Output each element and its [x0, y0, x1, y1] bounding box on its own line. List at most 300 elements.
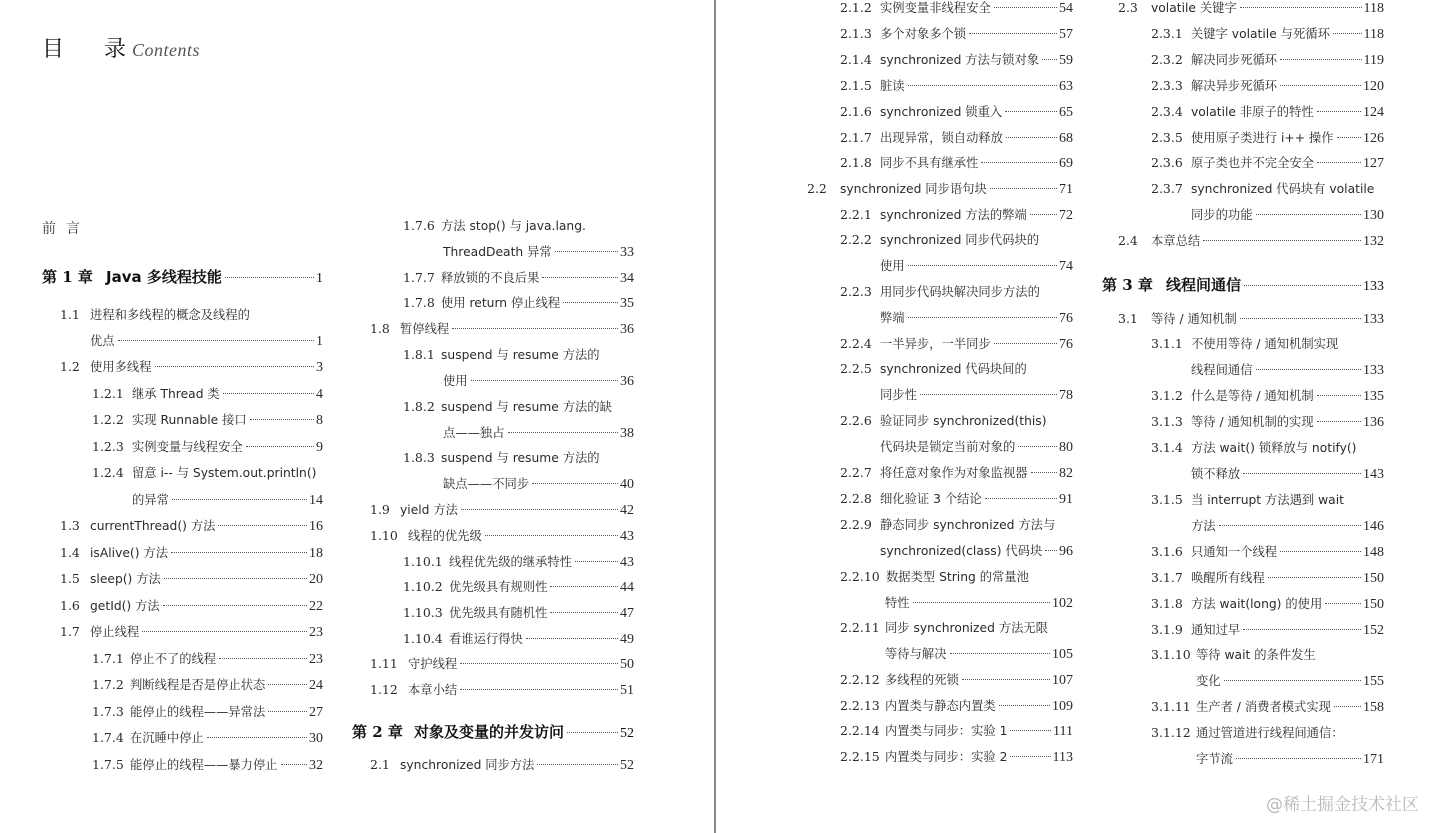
toc-entry-number: 1.8.1	[403, 347, 435, 362]
toc-entry-number: 3.1.5	[1151, 492, 1183, 507]
toc-entry-sub[interactable]	[1151, 490, 1344, 510]
toc-entry-page: 20	[309, 572, 323, 587]
dot-leader	[1010, 756, 1050, 757]
toc-entry-sub[interactable]	[840, 230, 1039, 250]
dot-leader	[1006, 137, 1057, 138]
toc-entry-number: 2.3.3	[1151, 78, 1183, 93]
toc-entry-number: 2.2.12	[840, 672, 880, 687]
dot-leader	[1256, 214, 1362, 215]
toc-entry-page: 50	[620, 657, 634, 672]
toc-entry-sub[interactable]	[840, 102, 1073, 122]
toc-entry-title: 优先级具有规则性	[449, 580, 548, 594]
dot-leader	[908, 85, 1057, 86]
toc-entry-page: 146	[1363, 519, 1384, 534]
toc-entry-section[interactable]	[60, 357, 323, 377]
dot-leader	[1203, 240, 1361, 241]
toc-entry-sub[interactable]	[1151, 24, 1384, 44]
toc-entry-title: 实现 Runnable 接口	[132, 413, 247, 427]
toc-entry-page: 127	[1363, 156, 1384, 171]
toc-entry-sub[interactable]	[1151, 102, 1384, 122]
toc-entry-section[interactable]	[370, 755, 634, 775]
toc-entry-page: 34	[620, 271, 634, 286]
toc-entry-number: 3.1	[1118, 311, 1138, 326]
toc-entry-page: 63	[1059, 79, 1073, 94]
toc-entry-number: 1.8	[370, 321, 390, 336]
toc-entry-sub[interactable]	[1151, 438, 1356, 458]
toc-entry-title: 方法 wait(long) 的使用	[1191, 597, 1323, 611]
toc-entry-number: 1.5	[60, 571, 80, 586]
toc-entry-sub[interactable]	[92, 755, 323, 775]
toc-entry-number: 第 2 章	[352, 723, 403, 741]
toc-entry-page: 119	[1363, 53, 1384, 68]
dot-leader	[142, 631, 307, 632]
toc-entry-page: 130	[1363, 208, 1384, 223]
toc-entry-page: 80	[1059, 440, 1073, 455]
toc-entry-page: 105	[1052, 647, 1073, 662]
toc-entry-sub[interactable]	[1151, 50, 1384, 70]
dot-leader	[218, 525, 307, 526]
dot-leader	[1010, 730, 1051, 731]
toc-entry-cont[interactable]	[880, 385, 1073, 405]
dot-leader	[268, 684, 307, 685]
toc-entry-page: 49	[620, 632, 634, 647]
toc-preface[interactable]: 前言	[42, 221, 90, 237]
dot-leader	[1337, 137, 1361, 138]
toc-entry-sub[interactable]	[840, 567, 1029, 587]
toc-entry-page: 118	[1363, 27, 1384, 42]
toc-entry-number: 2.2	[807, 181, 827, 196]
toc-entry-title: 不使用等待 / 通知机制实现	[1191, 337, 1339, 351]
toc-entry-page: 27	[309, 705, 323, 720]
toc-entry-cont[interactable]	[1191, 205, 1384, 225]
toc-entry-page: 74	[1059, 259, 1073, 274]
toc-entry-sub[interactable]	[92, 675, 323, 695]
toc-entry-page: 30	[309, 731, 323, 746]
toc-entry-section[interactable]	[60, 543, 323, 563]
toc-entry-title: synchronized 代码块有 volatile	[1191, 182, 1375, 196]
toc-entry-sub[interactable]	[840, 463, 1073, 483]
toc-entry-page: 36	[620, 322, 634, 337]
toc-entry-sub[interactable]	[840, 670, 1073, 690]
toc-entry-title: 方法 wait() 锁释放与 notify()	[1191, 441, 1357, 455]
toc-entry-cont[interactable]	[880, 437, 1073, 457]
toc-entry-title: synchronized 锁重入	[880, 105, 1003, 119]
toc-entry-sub[interactable]	[92, 437, 323, 457]
toc-entry-page: 118	[1363, 1, 1384, 16]
toc-entry-cont[interactable]	[443, 371, 634, 391]
toc-entry-sub[interactable]	[840, 359, 1027, 379]
toc-entry-number: 3.1.11	[1151, 699, 1191, 714]
toc-entry-title: 留意 i-- 与 System.out.println()	[132, 466, 317, 480]
dot-leader	[950, 653, 1051, 654]
toc-entry-sub[interactable]	[1151, 128, 1384, 148]
toc-entry-page: 59	[1059, 53, 1073, 68]
dot-leader	[985, 498, 1057, 499]
toc-entry-page: 65	[1059, 105, 1073, 120]
toc-entry-sub[interactable]	[1151, 723, 1344, 743]
toc-entry-page: 1	[316, 271, 323, 286]
toc-entry-cont[interactable]	[885, 593, 1073, 613]
toc-entry-section[interactable]	[60, 516, 323, 536]
toc-entry-number: 1.10.3	[403, 605, 443, 620]
dot-leader	[452, 328, 618, 329]
dot-leader	[1317, 421, 1361, 422]
toc-entry-number: 3.1.3	[1151, 414, 1183, 429]
toc-entry-sub[interactable]	[403, 268, 634, 288]
toc-entry-page: 107	[1052, 673, 1073, 688]
toc-entry-page: 150	[1363, 571, 1384, 586]
toc-entry-title: 线程优先级的继承特性	[449, 555, 572, 569]
toc-entry-title: 实例变量与线程安全	[132, 440, 243, 454]
dot-leader	[1243, 629, 1361, 630]
dot-leader	[246, 446, 314, 447]
toc-entry-title: 优先级具有随机性	[449, 606, 548, 620]
toc-entry-sub[interactable]	[1151, 645, 1316, 665]
toc-entry-section[interactable]	[370, 319, 634, 339]
toc-entry-number: 1.7.7	[403, 270, 435, 285]
dot-leader	[1030, 214, 1057, 215]
toc-entry-title: 关键字 volatile 与死循环	[1191, 27, 1330, 41]
toc-entry-number: 2.2.9	[840, 517, 872, 532]
toc-entry-title: 线程间通信	[1166, 276, 1242, 294]
toc-entry-number: 1.10	[370, 528, 398, 543]
dot-leader	[969, 33, 1057, 34]
dot-leader	[994, 7, 1057, 8]
dot-leader	[550, 586, 618, 587]
dot-leader	[1268, 577, 1361, 578]
toc-entry-title: 在沉睡中停止	[130, 731, 204, 745]
toc-entry-sub[interactable]	[840, 489, 1073, 509]
toc-entry-sub[interactable]	[840, 128, 1073, 148]
toc-entry-number: 2.2.14	[840, 723, 880, 738]
dot-leader	[1317, 395, 1361, 396]
toc-entry-chapter[interactable]	[1102, 275, 1384, 295]
toc-entry-sub[interactable]	[403, 216, 586, 236]
toc-entry-sub[interactable]	[92, 702, 323, 722]
toc-entry-sub[interactable]	[403, 577, 634, 597]
dot-leader	[171, 552, 307, 553]
toc-entry-sub[interactable]	[840, 696, 1073, 716]
toc-entry-title: 多个对象多个锁	[880, 27, 967, 41]
toc-entry-cont[interactable]	[443, 474, 634, 494]
toc-entry-sub[interactable]	[403, 629, 634, 649]
toc-entry-number: 1.12	[370, 682, 398, 697]
dot-leader	[460, 663, 618, 664]
toc-entry-section[interactable]	[1118, 309, 1384, 329]
toc-entry-page: 9	[316, 440, 323, 455]
dot-leader	[1240, 318, 1361, 319]
toc-entry-sub[interactable]	[1151, 697, 1384, 717]
toc-entry-section[interactable]	[370, 654, 634, 674]
dot-leader	[999, 705, 1050, 706]
toc-entry-page: 133	[1363, 312, 1384, 327]
toc-entry-number: 1.10.2	[403, 579, 443, 594]
toc-entry-title: 等待 / 通知机制	[1151, 312, 1237, 326]
toc-entry-sub[interactable]	[840, 334, 1073, 354]
toc-entry-title: 优点	[90, 334, 115, 348]
dot-leader	[920, 394, 1057, 395]
toc-entry-sub[interactable]	[840, 24, 1073, 44]
toc-entry-title: 能停止的线程——异常法	[130, 705, 266, 719]
toc-entry-page: 124	[1363, 105, 1384, 120]
dot-leader	[1240, 7, 1362, 8]
toc-entry-title: getId() 方法	[90, 599, 160, 613]
toc-entry-sub[interactable]	[840, 618, 1048, 638]
toc-entry-sub[interactable]	[92, 728, 323, 748]
toc-entry-title: 只通知一个线程	[1191, 545, 1278, 559]
toc-entry-sub[interactable]	[92, 463, 316, 483]
toc-entry-section[interactable]	[370, 526, 634, 546]
dot-leader	[1280, 85, 1361, 86]
dot-leader	[532, 483, 618, 484]
toc-entry-cont[interactable]	[1191, 516, 1384, 536]
toc-entry-sub[interactable]	[1151, 153, 1384, 173]
toc-entry-section[interactable]	[370, 680, 634, 700]
toc-entry-number: 2.2.3	[840, 284, 872, 299]
toc-entry-number: 2.2.2	[840, 232, 872, 247]
toc-entry-title: 暂停线程	[400, 322, 450, 336]
toc-entry-title: 能停止的线程——暴力停止	[130, 758, 278, 772]
dot-leader	[471, 380, 618, 381]
toc-entry-page: 1	[316, 334, 323, 349]
toc-entry-title: 唤醒所有线程	[1191, 571, 1265, 585]
dot-leader	[550, 612, 618, 613]
toc-entry-sub[interactable]	[403, 293, 634, 313]
toc-entry-title: synchronized 方法的弊端	[880, 208, 1027, 222]
toc-entry-sub[interactable]	[403, 397, 612, 417]
toc-entry-sub[interactable]	[840, 76, 1073, 96]
toc-entry-section[interactable]	[1118, 231, 1384, 251]
toc-entry-page: 111	[1053, 724, 1073, 739]
toc-entry-number: 2.2.5	[840, 361, 872, 376]
toc-entry-sub[interactable]	[92, 384, 323, 404]
toc-entry-number: 1.3	[60, 518, 80, 533]
toc-entry-number: 2.4	[1118, 233, 1138, 248]
toc-entry-sub[interactable]	[1151, 386, 1384, 406]
toc-entry-title: 通过管道进行线程间通信：	[1196, 726, 1344, 740]
toc-entry-cont[interactable]	[880, 308, 1073, 328]
dot-leader	[1042, 59, 1057, 60]
toc-entry-page: 150	[1363, 597, 1384, 612]
toc-entry-page: 4	[316, 387, 323, 402]
toc-entry-sub[interactable]	[840, 153, 1073, 173]
toc-entry-title: 使用原子类进行 i++ 操作	[1191, 131, 1334, 145]
toc-entry-page: 171	[1363, 752, 1384, 767]
toc-entry-sub[interactable]	[1151, 179, 1374, 199]
toc-entry-title: 锁不释放	[1191, 467, 1241, 481]
dot-leader	[223, 393, 314, 394]
toc-entry-title: 本章总结	[1151, 234, 1201, 248]
toc-entry-sub[interactable]	[1151, 620, 1384, 640]
toc-entry-title: 缺点——不同步	[443, 477, 530, 491]
toc-entry-title: 方法	[1191, 519, 1216, 533]
toc-entry-title: volatile 非原子的特性	[1191, 105, 1314, 119]
toc-entry-title: 弊端	[880, 311, 905, 325]
toc-entry-cont[interactable]	[880, 541, 1073, 561]
toc-entry-section[interactable]	[370, 500, 634, 520]
toc-entry-cont[interactable]	[132, 490, 323, 510]
toc-entry-sub[interactable]	[840, 0, 1073, 18]
toc-entry-cont[interactable]	[90, 331, 323, 351]
toc-entry-sub[interactable]	[403, 603, 634, 623]
toc-entry-title: 线程的优先级	[408, 529, 482, 543]
toc-entry-title: 判断线程是否是停止状态	[130, 678, 266, 692]
toc-entry-title: 停止线程	[90, 625, 140, 639]
toc-entry-chapter[interactable]	[352, 722, 634, 742]
toc-entry-number: 3.1.9	[1151, 622, 1183, 637]
toc-entry-title: synchronized 同步代码块的	[880, 233, 1040, 247]
toc-entry-cont[interactable]	[443, 242, 634, 262]
toc-entry-number: 1.7.4	[92, 730, 124, 745]
toc-entry-page: 54	[1059, 1, 1073, 16]
toc-entry-title: 实例变量非线程安全	[880, 1, 991, 15]
toc-entry-section[interactable]	[60, 596, 323, 616]
toc-entry-title: ThreadDeath 异常	[443, 245, 552, 259]
toc-entry-cont[interactable]	[1196, 749, 1384, 769]
toc-entry-page: 42	[620, 503, 634, 518]
dot-leader	[268, 711, 307, 712]
toc-entry-page: 71	[1059, 182, 1073, 197]
dot-leader	[1244, 285, 1361, 286]
toc-entry-page: 148	[1363, 545, 1384, 560]
toc-entry-cont[interactable]	[885, 644, 1073, 664]
dot-leader	[460, 689, 618, 690]
toc-entry-page: 24	[309, 678, 323, 693]
toc-entry-cont[interactable]	[1191, 464, 1384, 484]
toc-entry-sub[interactable]	[403, 345, 600, 365]
watermark: @稀土掘金技术社区	[1266, 795, 1419, 815]
toc-entry-number: 第 3 章	[1102, 276, 1153, 294]
toc-entry-sub[interactable]	[1151, 542, 1384, 562]
toc-entry-number: 2.2.13	[840, 698, 880, 713]
toc-entry-title: 守护线程	[408, 657, 458, 671]
toc-entry-sub[interactable]	[840, 411, 1047, 431]
toc-entry-sub[interactable]	[1151, 412, 1384, 432]
toc-entry-title: 看谁运行得快	[449, 632, 523, 646]
toc-entry-title: 变化	[1196, 674, 1221, 688]
toc-entry-sub[interactable]	[1151, 594, 1384, 614]
toc-entry-page: 43	[620, 555, 634, 570]
dot-leader	[994, 343, 1057, 344]
toc-entry-title: 等待 / 通知机制的实现	[1191, 415, 1314, 429]
toc-entry-number: 1.2.3	[92, 439, 124, 454]
toc-entry-number: 1.2	[60, 359, 80, 374]
toc-entry-sub[interactable]	[403, 448, 600, 468]
toc-entry-title: currentThread() 方法	[90, 519, 216, 533]
toc-entry-number: 2.1.3	[840, 26, 872, 41]
toc-entry-title: 脏读	[880, 79, 905, 93]
toc-entry-title: volatile 关键字	[1151, 1, 1237, 15]
toc-entry-number: 2.2.8	[840, 491, 872, 506]
toc-entry-number: 2.3.6	[1151, 155, 1183, 170]
toc-entry-section[interactable]	[807, 179, 1073, 199]
toc-entry-title: 等待 wait 的条件发生	[1196, 648, 1316, 662]
toc-entry-title: 使用 return 停止线程	[441, 296, 561, 310]
toc-entry-sub[interactable]	[403, 552, 634, 572]
toc-entry-sub[interactable]	[840, 515, 1055, 535]
toc-entry-cont[interactable]	[880, 256, 1073, 276]
dot-leader	[1045, 550, 1057, 551]
toc-entry-title: 内置类与同步：实验 2	[885, 750, 1008, 764]
toc-entry-sub[interactable]	[92, 649, 323, 669]
toc-entry-number: 2.2.11	[840, 620, 880, 635]
toc-entry-title: 同步性	[880, 388, 917, 402]
toc-entry-page: 36	[620, 374, 634, 389]
toc-entry-number: 1.2.4	[92, 465, 124, 480]
toc-entry-number: 1.6	[60, 598, 80, 613]
toc-entry-chapter[interactable]	[42, 267, 323, 287]
toc-entry-page: 136	[1363, 415, 1384, 430]
toc-entry-title: yield 方法	[400, 503, 458, 517]
toc-entry-page: 72	[1059, 208, 1073, 223]
toc-entry-number: 3.1.12	[1151, 725, 1191, 740]
toc-entry-number: 2.3.4	[1151, 104, 1183, 119]
dot-leader	[1236, 758, 1361, 759]
toc-entry-cont[interactable]	[443, 423, 634, 443]
toc-entry-title: suspend 与 resume 方法的	[441, 451, 600, 465]
toc-entry-section[interactable]	[60, 622, 323, 642]
toc-entry-sub[interactable]	[840, 721, 1073, 741]
toc-entry-number: 第 1 章	[42, 268, 93, 286]
toc-entry-page: 3	[316, 360, 323, 375]
page-title	[42, 32, 200, 63]
toc-entry-title: 使用	[443, 374, 468, 388]
toc-entry-cont[interactable]	[1196, 671, 1384, 691]
toc-entry-number: 3.1.1	[1151, 336, 1183, 351]
toc-entry-page: 8	[316, 413, 323, 428]
dot-leader	[164, 578, 307, 579]
dot-leader	[1325, 603, 1361, 604]
toc-entry-page: 16	[309, 519, 323, 534]
dot-leader	[1333, 33, 1362, 34]
toc-entry-title: 同步不具有继承性	[880, 156, 979, 170]
toc-entry-cont[interactable]	[1191, 360, 1384, 380]
toc-entry-title: suspend 与 resume 方法的	[441, 348, 600, 362]
toc-entry-section[interactable]	[60, 569, 323, 589]
toc-entry-number: 2.3.5	[1151, 130, 1183, 145]
toc-entry-number: 1.7.1	[92, 651, 124, 666]
toc-entry-title: 的异常	[132, 493, 169, 507]
toc-entry-sub[interactable]	[1151, 334, 1338, 354]
toc-entry-number: 1.8.3	[403, 450, 435, 465]
toc-entry-section[interactable]	[1118, 0, 1384, 18]
toc-entry-title: Java 多线程技能	[106, 268, 222, 286]
toc-entry-sub[interactable]	[840, 50, 1073, 70]
toc-entry-number: 3.1.6	[1151, 544, 1183, 559]
dot-leader	[1219, 525, 1361, 526]
toc-entry-sub[interactable]	[1151, 76, 1384, 96]
dot-leader	[508, 432, 619, 433]
toc-entry-sub[interactable]	[1151, 568, 1384, 588]
dot-leader	[1317, 162, 1361, 163]
toc-entry-number: 1.7.8	[403, 295, 435, 310]
toc-entry-page: 52	[620, 758, 634, 773]
toc-entry-title: 停止不了的线程	[130, 652, 217, 666]
toc-entry-section[interactable]	[60, 305, 250, 325]
toc-entry-page: 51	[620, 683, 634, 698]
toc-entry-title: 原子类也并不完全安全	[1191, 156, 1314, 170]
dot-leader	[250, 419, 314, 420]
toc-entry-title: 等待与解决	[885, 647, 947, 661]
toc-entry-sub[interactable]	[92, 410, 323, 430]
toc-entry-title: synchronized 同步语句块	[840, 182, 987, 196]
toc-entry-sub[interactable]	[840, 747, 1073, 767]
dot-leader	[908, 317, 1057, 318]
toc-entry-number: 1.2.2	[92, 412, 124, 427]
dot-leader	[575, 561, 618, 562]
toc-entry-sub[interactable]	[840, 205, 1073, 225]
toc-entry-sub[interactable]	[840, 282, 1040, 302]
